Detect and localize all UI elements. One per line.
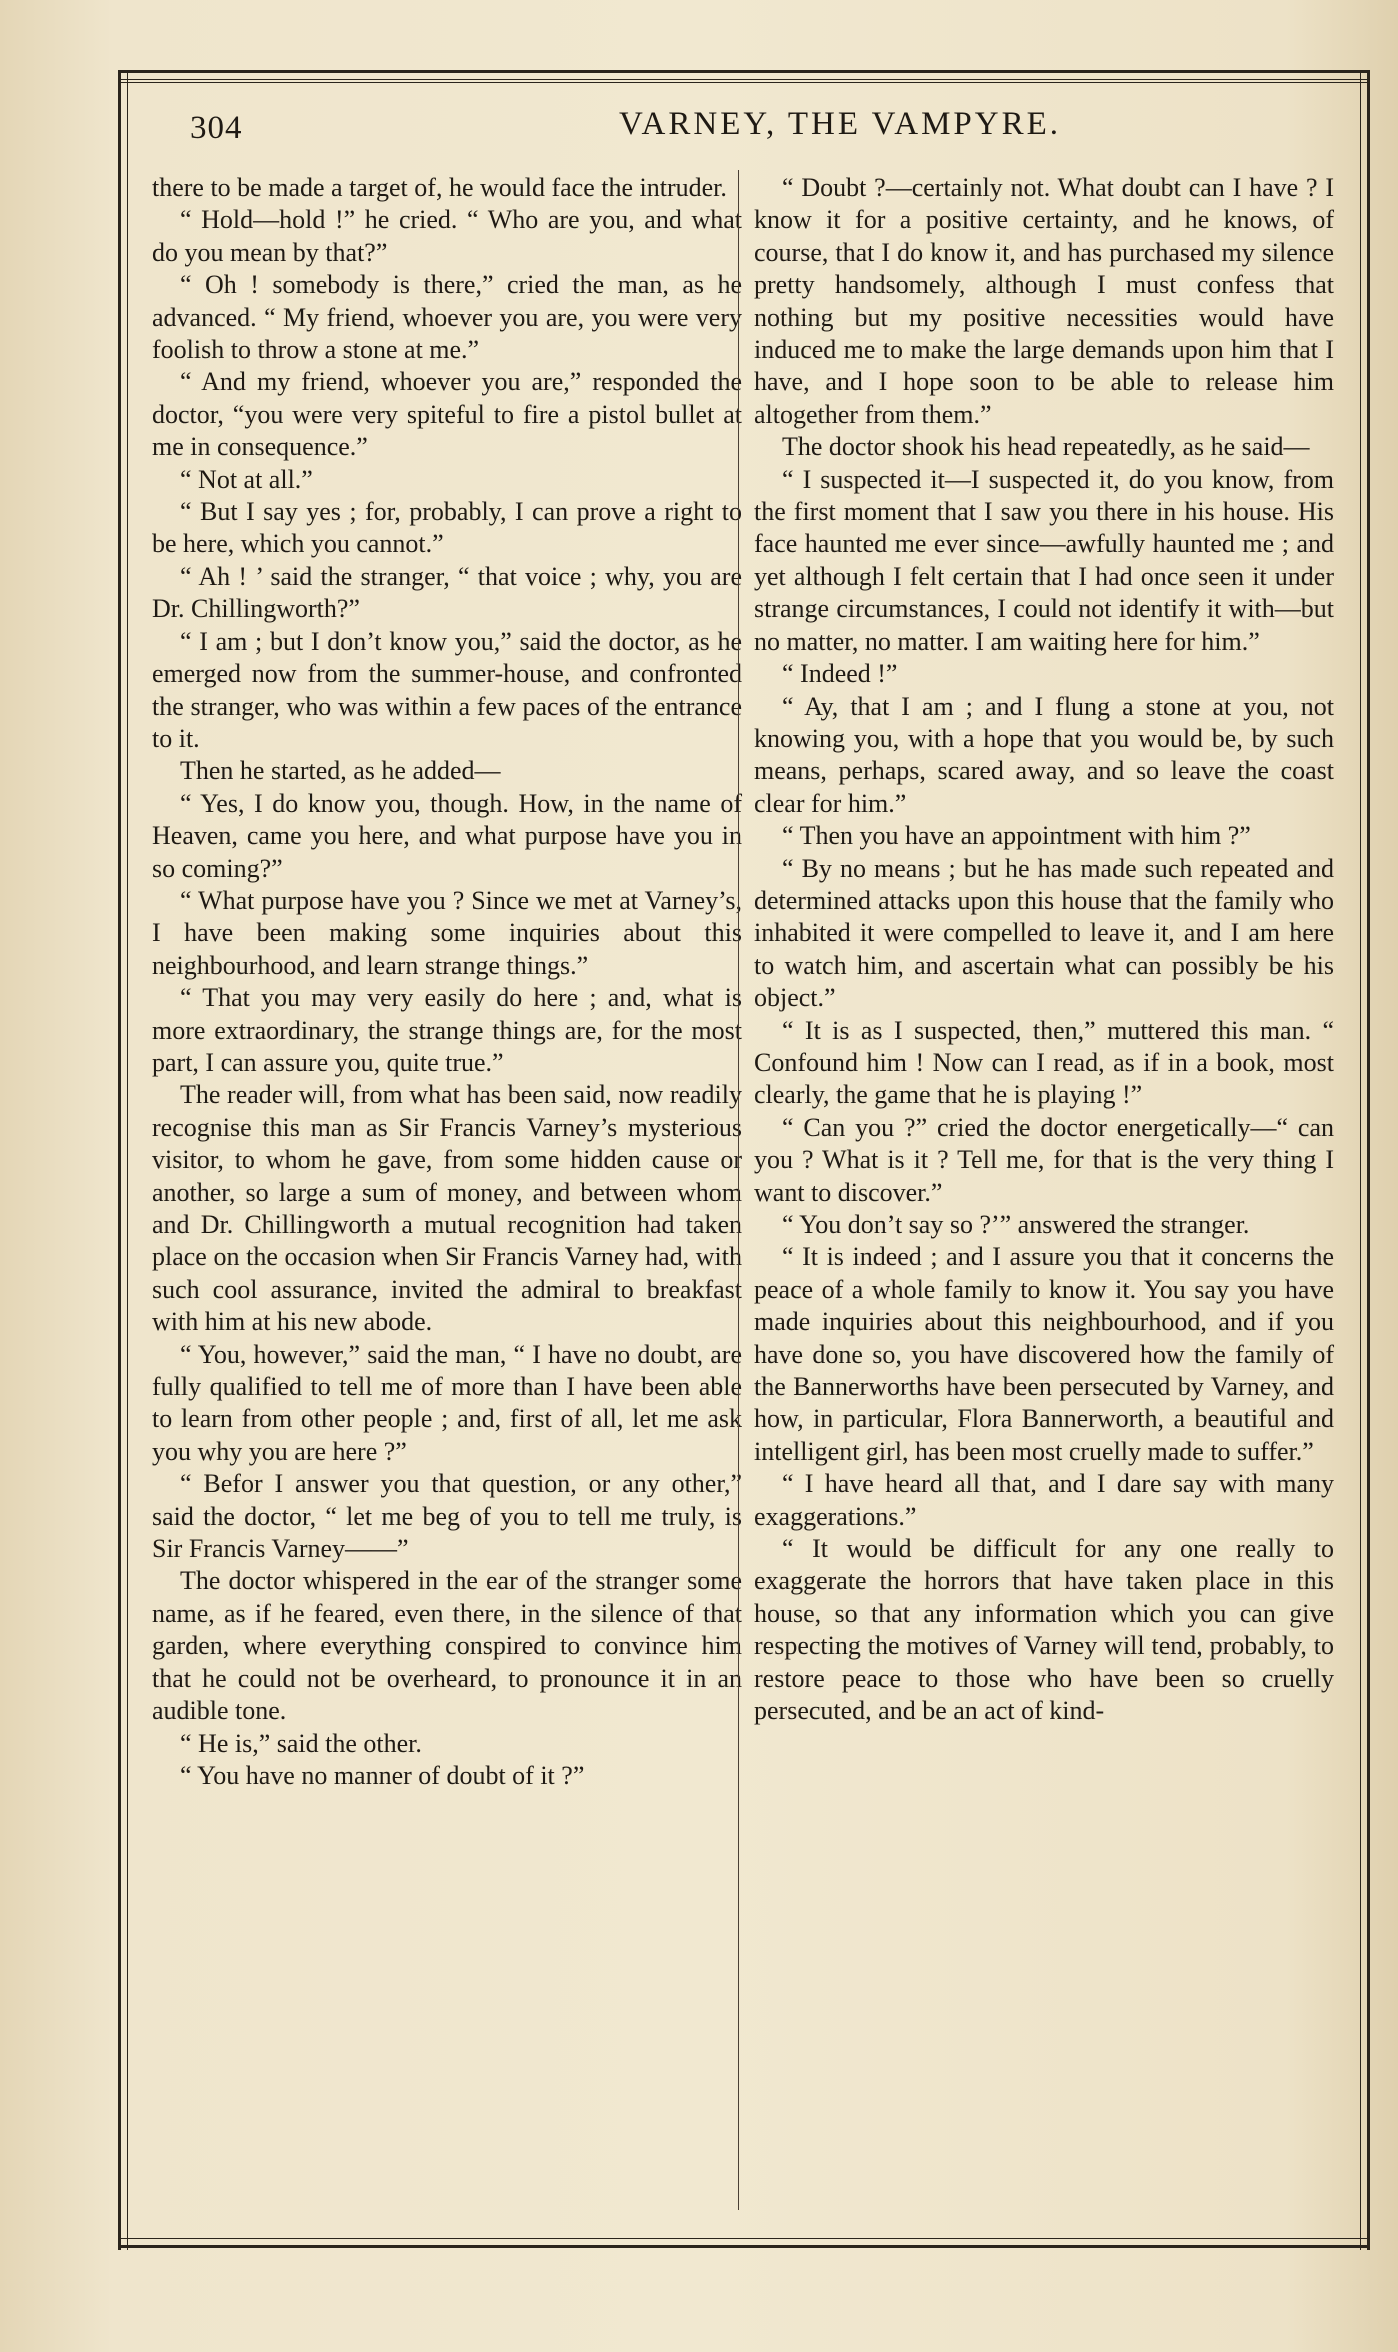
paragraph: “ You, however,” said the man, “ I have no doubt, are fully qualified to tell me of more than I have been able to learn from other people ; and, first of all, let me ask you why you are here ?” bbox=[152, 1339, 742, 1466]
top-border-hairline bbox=[118, 82, 1368, 83]
page-header bbox=[140, 106, 1340, 156]
paragraph: “ But I say yes ; for, probably, I can prove a right to be here, which you cannot.” bbox=[152, 497, 742, 559]
right-text-column bbox=[754, 172, 1334, 1728]
paragraph: “ Not at all.” bbox=[180, 464, 313, 494]
paragraph: “ Doubt ?—certainly not. What doubt can I have ? I know it for a positive certainty, and he knows, of course, that I do know it, and has purchased my silence pretty handsomely, although I must confess that nothing but my positive necessities would have induced me to make the large demands upon him that I have, and I hope soon to be able to release him altogether from them.” bbox=[754, 173, 1334, 429]
paragraph: “ It is indeed ; and I assure you that it concerns the peace of a whole family to know it. You say you have made inquiries about this neighbourhood, and if you have done so, you have discovered how the family of the Bannerworths have been persecuted by Varney, and how, in particular, Flora Bannerworth, a beautiful and intelligent girl, has been most cruelly made to suffer.” bbox=[754, 1242, 1334, 1466]
paragraph: “ It would be difficult for any one really to exaggerate the horrors that have taken place in this house, so that any information which you can give respecting the motives of Varney will tend, probably, to restore peace to those who have been so cruelly persecuted, and be an act of kind- bbox=[754, 1534, 1334, 1726]
paragraph: “ You don’t say so ?’” answered the stranger. bbox=[782, 1210, 1250, 1239]
running-title: VARNEY, THE VAMPYRE. bbox=[618, 106, 1062, 142]
paragraph: “ What purpose have you ? Since we met at Varney’s, I have been making some inquiries about this neighbourhood, and learn strange things.” bbox=[152, 885, 742, 980]
top-border-rule bbox=[118, 70, 1368, 80]
paragraph: “ I am ; but I don’t know you,” said the doctor, as he emerged now from the summer-house, and confronted the stranger, who was within a few paces of the entrance to it. bbox=[152, 626, 742, 753]
right-border-rule bbox=[1360, 70, 1370, 2250]
paragraph: “ I have heard all that, and I dare say with many exaggerations.” bbox=[754, 1469, 1334, 1531]
paragraph: “ And my friend, whoever you are,” responded the doctor, “you were very spiteful to fire a pistol bullet at me in consequence.” bbox=[152, 367, 742, 462]
paragraph: “ Indeed !” bbox=[782, 659, 898, 689]
page-number: 304 bbox=[190, 110, 243, 146]
paragraph: The doctor shook his head repeatedly, as he said— bbox=[782, 432, 1310, 462]
paragraph: “ Ah ! ’ said the stranger, “ that voice ; why, you are Dr. Chillingworth?” bbox=[152, 561, 742, 624]
paragraph: “ Ay, that I am ; and I flung a stone at you, not knowing you, with a hope that you would be, by such means, perhaps, scared away, and so leave the coast clear for him.” bbox=[754, 691, 1334, 818]
bottom-border-rule bbox=[118, 2238, 1368, 2248]
paragraph: there to be made a target of, he would face the intruder. bbox=[152, 173, 727, 202]
paragraph: The reader will, from what has been said, now readily recognise this man as Sir Francis Varney’s mysterious visitor, to whom he gave, from some hidden cause or another, so large a sum of money, and between whom and Dr. Chillingworth a mutual recognition had taken place on the occasion when Sir Francis Varney had, with such cool assurance, invited the admiral to breakfast with him at his new abode. bbox=[152, 1080, 742, 1337]
paragraph: “ Then you have an appointment with him ?” bbox=[782, 821, 1251, 851]
left-border-rule bbox=[118, 70, 128, 2250]
column-divider bbox=[738, 170, 739, 2210]
paragraph: “ You have no manner of doubt of it ?” bbox=[180, 1760, 585, 1790]
left-text-column bbox=[152, 172, 742, 1792]
paragraph: “ By no means ; but he has made such repeated and determined attacks upon this house that the family who inhabited it were compelled to leave it, and I am here to watch him, and ascertain what can possibly be his object.” bbox=[754, 853, 1334, 1013]
paragraph: “ It is as I suspected, then,” muttered this man. “ Confound him ! Now can I read, as if in a book, most clearly, the game that he is playing !” bbox=[754, 1015, 1334, 1110]
paragraph: Then he started, as he added— bbox=[180, 756, 501, 786]
paragraph: “ Yes, I do know you, though. How, in the name of Heaven, came you here, and what purpose have you in so coming?” bbox=[152, 788, 742, 883]
paragraph: “ I suspected it—I suspected it, do you know, from the first moment that I saw you there in his house. His face haunted me ever since—awfully haunted me ; and yet although I felt certain that I had once seen it under strange circumstances, I could not identify it with—but no matter, no matter. I am waiting here for him.” bbox=[754, 464, 1334, 656]
paragraph: “ That you may very easily do here ; and, what is more extraordinary, the strange things are, for the most part, I can assure you, quite true.” bbox=[152, 983, 742, 1077]
paragraph: “ Can you ?” cried the doctor energetically—“ can you ? What is it ? Tell me, for that is the very thing I want to discover.” bbox=[754, 1112, 1334, 1207]
paragraph: “ Oh ! somebody is there,” cried the man, as he advanced. “ My friend, whoever you are, you were very foolish to throw a stone at me.” bbox=[152, 270, 742, 365]
paragraph: “ Hold—hold !” he cried. “ Who are you, and what do you mean by that?” bbox=[152, 205, 742, 267]
paragraph: “ Befor I answer you that question, or any other,” said the doctor, “ let me beg of you to tell me truly, is Sir Francis Varney——” bbox=[152, 1469, 742, 1564]
paragraph: The doctor whispered in the ear of the stranger some name, as if he feared, even there, in the silence of that garden, where everything conspired to convince him that he could not be overheard, to pronounce it in an audible tone. bbox=[152, 1566, 742, 1726]
paragraph: “ He is,” said the other. bbox=[180, 1728, 422, 1758]
